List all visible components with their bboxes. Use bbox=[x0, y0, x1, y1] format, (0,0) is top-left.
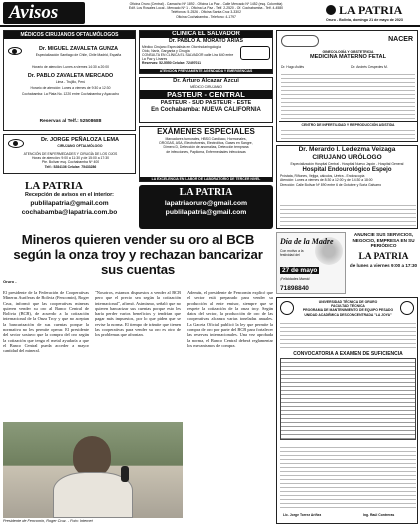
doctor-name: Dr. Andrés Cespedes M. bbox=[351, 65, 388, 69]
newspaper-logo bbox=[326, 3, 418, 17]
article-column bbox=[3, 290, 89, 354]
center-title: CENTRO DE INFERTILIDAD Y REPRODUCCIÓN ASISTIDA bbox=[279, 121, 417, 127]
doctor-specialization: Lima - Trujillo, Perú bbox=[55, 79, 86, 84]
ad-line: Próstata, Riñones, Vejiga, cálculos, Uretra - Endoscopía bbox=[280, 174, 365, 179]
ad-text: ANUNCIE SUS SERVICIOS, NEGOCIO, EMPRESA EN SU PERIÓDICO bbox=[352, 232, 415, 249]
ad-anuncie bbox=[349, 232, 418, 294]
ad-ginecologia bbox=[276, 30, 418, 142]
office-line: Oficina Cochabamba - Telefono: 4-1797 bbox=[176, 14, 236, 19]
doctor-name: Dr. PABLO ZAVALETA MERCADO bbox=[27, 73, 114, 79]
service-list bbox=[281, 127, 415, 141]
program-name: PROGRAMA DE MANTENIMIENTO DE EQUIPO PESADO bbox=[302, 308, 394, 313]
ad-line: Con motivo a la festividad del bbox=[280, 249, 304, 258]
ad-line: de infecciones, Papiloma, Enfermedades infecciosas bbox=[166, 149, 246, 154]
logo-text: LA PATRIA bbox=[339, 3, 403, 17]
brand-title: LA PATRIA bbox=[358, 251, 409, 262]
specialty-subtitle: MEDICINA MATERNO FETAL bbox=[309, 54, 387, 61]
ad-phone: 71898840 bbox=[280, 285, 309, 292]
logo-emblem-icon bbox=[326, 5, 336, 15]
office-hours: Horario de atención: Lunes a viernes de 9:30 a 12:30 bbox=[30, 85, 111, 90]
clinic-logo-icon bbox=[281, 35, 319, 47]
clinic-logo-icon bbox=[240, 46, 270, 60]
article-column bbox=[187, 290, 273, 348]
doctor-name: Dr. MIGUEL ZAVALETA GUNZA bbox=[38, 46, 119, 52]
ad-medicos-oftalmologos bbox=[3, 30, 136, 131]
ad-line: Reservas: 52-5550 Celular: 72497011 bbox=[142, 61, 202, 66]
service-list bbox=[281, 71, 415, 119]
reservation-phone: Reservas al Telf.: 52508688 bbox=[39, 119, 102, 124]
email-address[interactable]: cochabamba@lapatria.com.bo bbox=[21, 209, 118, 216]
eye-icon bbox=[8, 139, 24, 148]
specialty-title: GINECOLOGÍA Y OBSTETRICIA bbox=[322, 50, 374, 54]
article-text: Además, el presidente de Fencomin explicó que el sector está preparado para vender su producción al ente emisor, siempre que se respete la cotización de la onza troy. Según datos del sector, la producción de oro de las cooperativas alcanza varias toneladas anuales. La Gaceta Oficial publicó la ley que permite la compra de oro por parte del BCB para fortalecer las reservas internacionales. Una vez aprobada la norma, el Banco Central deberá reglamentar los mecanismos de compra. bbox=[187, 290, 273, 348]
event-date: 27 de mayo bbox=[282, 267, 318, 274]
article-column bbox=[95, 290, 181, 338]
ad-line: Atención: Lunes a viernes de 8:30 a 12:00 y de 14:30 a 18:00 bbox=[280, 178, 373, 183]
convocatoria-text bbox=[280, 320, 416, 350]
photo-caption: Presidente de Fencomin, Roger Cruz. - Foto: Internet bbox=[3, 519, 93, 523]
ad-line: Dímero D, Detección de anomalías, Detección temprana bbox=[163, 145, 249, 150]
ad-penaloza bbox=[3, 134, 136, 174]
ad-title: Día de la Madre bbox=[280, 237, 334, 246]
brand-title: LA PATRIA bbox=[179, 187, 233, 198]
doctor-specialty: CIRUJANO URÓLOGO bbox=[312, 154, 382, 161]
hospital-name: Hospital Endourológico Espejo bbox=[302, 167, 392, 174]
doctor-name: Dr. Arturo Alcazar Azcui bbox=[173, 78, 239, 84]
schedule-table bbox=[280, 358, 416, 440]
doctor-name: Dr. Hugo Avilés bbox=[281, 65, 305, 69]
ad-footer: LA EXCELENCIA EN LABOR DE LABORATORIO DE TERCER NIVEL bbox=[140, 177, 272, 181]
service-list bbox=[280, 202, 416, 228]
ad-line: Horas de atención: 9:00 a 11:30 y de 15:00 a 17:30 bbox=[31, 156, 110, 161]
doctor-subtitle: MÉDICO CIRUJANO bbox=[190, 85, 222, 89]
office-line: Edif. Los Rosales Local - Mercado Nº 1 - Oficina La Paz - Telf. 2-2520 - Of. Cochabamba - Telf. 4-4580 bbox=[128, 6, 284, 11]
requirements-text bbox=[280, 444, 416, 508]
ad-line: ATENCIÓN DE ENFERMEDADES Y CIRUGÍA DE LOS OJOS bbox=[23, 152, 118, 156]
article-byline: Oruro - bbox=[3, 279, 17, 284]
ad-line: Especialización Hospital Central - Hospital Nuevo Japón - Hospital General bbox=[290, 162, 404, 166]
ad-title: CLÍNICA EL SALVADOR bbox=[140, 31, 272, 38]
ad-clinica-el-salvador bbox=[139, 30, 273, 74]
ad-line: Oído, Nariz, Garganta y Cirugía bbox=[142, 48, 190, 53]
ad-dia-de-la-madre bbox=[276, 232, 346, 294]
ad-line: Médico Cirujano Especialista en Otorrinolaringología bbox=[142, 44, 221, 49]
doctor-name: Dr. PABLO A. MORATO ARIAS bbox=[169, 38, 243, 44]
ad-title: MÉDICOS CIRUJANOS OFTALMÓLOGOS bbox=[4, 31, 135, 39]
office-line: Teléfonos: 5-2526 - Oficina Santa Cruz 3-3302 bbox=[171, 10, 241, 15]
ad-title: EXÁMENES ESPECIALES bbox=[157, 127, 255, 136]
doctor-name: Dr. JORGE PEÑALOZA LEMA bbox=[40, 137, 120, 143]
ad-line: Dirección: Calle Bolívar Nº 890 entre 6 de Octubre y Soria Galvarro bbox=[280, 182, 382, 187]
reception-label: Recepción de avisos en el interior: bbox=[25, 192, 114, 198]
person-silhouette bbox=[73, 436, 111, 476]
signer-name: Ing. Raúl Contreras bbox=[363, 513, 395, 517]
signer-name: Lic. Jorge Torrez Ariñez bbox=[283, 513, 322, 517]
ad-hours: de lunes a viernes 9:00 a 17:30 bbox=[349, 262, 418, 268]
microphone-icon bbox=[121, 466, 129, 482]
email-address[interactable]: lapatriaoruro@gmail.com bbox=[164, 200, 248, 207]
ad-line: Pte. Bolívar esq. Cochabamba Nº 400 bbox=[41, 160, 100, 165]
ad-line: DROGAS, ASA, Electroforesis, Electrolitos, Gases en Sangre, bbox=[159, 141, 253, 146]
office-hours: Horario de atención: Lunes a viernes 14:30 a 20:00 bbox=[31, 65, 110, 69]
lab-location: En Cochabamba: NUEVA CALIFORNIA bbox=[151, 107, 261, 114]
doctor-name: Dr. Merardo I. Ledezma Veizaga bbox=[298, 146, 396, 153]
ad-ledezma bbox=[276, 145, 418, 229]
faculty-seal-icon bbox=[400, 301, 414, 315]
article-text: El presidente de la Federación de Cooperativas Mineras Auríferas de Bolivia (Fencomin), Roger Cruz, informó que las cooperativas mineras quieren vender su oro al Banco Central de Bolivia (BCB), de acuerdo a la cotización internacional de la Onza Troy y que no aceptan la bancarización de sus cuentas porque la normativa no les permite operar. El presidente del sector sostuvo que la compra del oro según la cotización que tenga el metal ayudaría a que el Banco Central pueda acceder a mayor cantidad del mineral. bbox=[3, 290, 89, 354]
ad-footer: ATENCIÓN PREVIAMENTE AGENDADA Y EMERGENCIAS bbox=[140, 69, 272, 73]
ad-line: Marcadores tumorales, HBSG Cardíaco, Hormonales, bbox=[165, 137, 247, 141]
office-line: Oficina Oruro (Central) - Camacho Nº 1892 - Oficina La Paz - Calle Mercado Nº 1452 (esq. Colombia) bbox=[129, 2, 283, 6]
article bbox=[3, 232, 273, 524]
ad-line: CONSULTA EN CLÍNICA EL SALVADOR calle Lira 640 entre La Paz y Linares bbox=[142, 52, 234, 62]
university-name: UNIVERSIDAD TÉCNICA DE ORURO bbox=[318, 300, 378, 304]
email-address[interactable]: publilapatria@gmail.com bbox=[30, 200, 109, 207]
ad-lapatria-reception bbox=[3, 180, 136, 230]
section-title: Avisos bbox=[9, 2, 59, 23]
article-headline: Mineros quieren vender su oro al BCB según la onza troy y rechazan bancarizar sus cuentas bbox=[13, 232, 263, 277]
page-header bbox=[0, 0, 420, 27]
doctor-specialty: CIRUJANO OFTALMÓLOGO bbox=[57, 143, 103, 148]
issue-date: Oruro - Bolivia, domingo 21 de mayo de 2023 bbox=[326, 18, 403, 22]
unit-name: UNIDAD ACADÉMICA DESCONCENTRADA "LA JOYA" bbox=[304, 312, 392, 317]
doctor-specialization: Especialización Santiago de Chile, Chile Madrid, España bbox=[35, 52, 122, 57]
ad-examenes-especiales bbox=[139, 126, 273, 182]
article-photo bbox=[3, 422, 183, 518]
ad-lapatria-contact bbox=[139, 185, 273, 229]
section-title-banner bbox=[3, 2, 85, 24]
university-seal-icon bbox=[280, 301, 294, 315]
eye-icon bbox=[8, 47, 22, 55]
convocatoria-title: CONVOCATORIA A EXAMEN DE SUFICIENCIA bbox=[293, 351, 403, 357]
clinic-brand: NACER bbox=[388, 36, 413, 43]
article-text: "Nosotros, estamos dispuestos a vender al BCB pero que el precio sea según la cotización internacional", afirmó. Asimismo, señaló que no quieren bancarizar sus cuentas porque esto les haría perder varios beneficios y tendrían que pagar más impuestos, por lo que piden que se revise la norma. El tiempo de trámite que tienen las cooperativas para vender su oro es otro de los problemas que afrontan. bbox=[95, 290, 181, 338]
email-address[interactable]: publilapatria@gmail.com bbox=[165, 209, 247, 216]
ad-phone: Telf.: 5284136 Celular: 75433286 bbox=[44, 164, 97, 169]
lab-title: PASTEUR - CENTRAL bbox=[140, 90, 272, 99]
ad-uto-convocatoria bbox=[276, 297, 418, 524]
office-info bbox=[92, 2, 320, 19]
lab-branches: PASTEUR - SUD PASTEUR - ESTE bbox=[160, 100, 252, 107]
ad-pasteur bbox=[139, 77, 273, 123]
brand-title: LA PATRIA bbox=[25, 180, 83, 192]
ad-tagline: ¡Felicidades Mamá! bbox=[280, 277, 310, 281]
office-address: Cochabamba: La Plata No. 1220 entre Cochabamba y Ayacucho bbox=[21, 91, 120, 96]
faculty-name: FACULTAD TÉCNICA bbox=[331, 304, 365, 309]
